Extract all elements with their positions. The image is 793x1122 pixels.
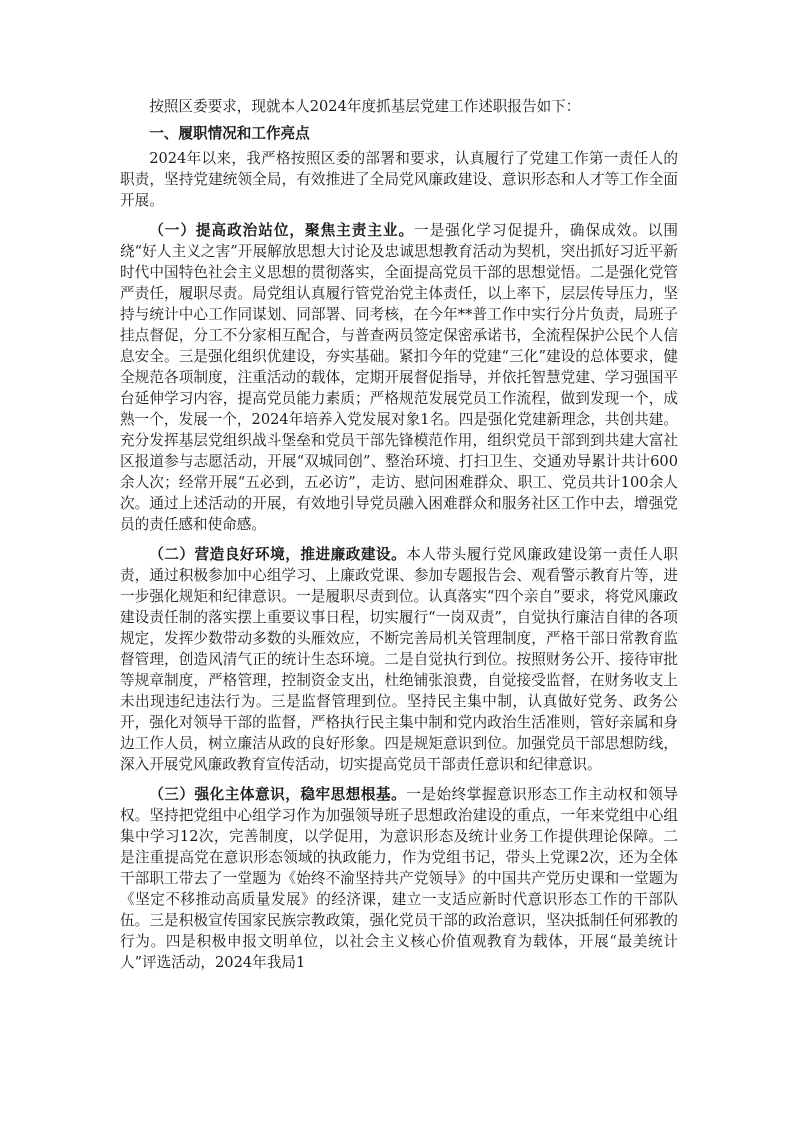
section-1-paragraph xyxy=(120,220,678,535)
document-body xyxy=(120,96,678,973)
section-3-paragraph xyxy=(120,784,678,973)
section-1-body: 一是强化学习促提升，确保成效。以围绕“好人主义之害”开展解放思想大讨论及忠诚思想教育活动为契机，突出抓好习近平新时代中国特色社会主义思想的贯彻落实，全面提高党员干部的思想觉悟。二是强化党管严责任，履职尽责。局党组认真履行管党治党主体责任，以上率下，层层传导压力，坚持与统计中心工作同谋划、同部署、同考核，在今年**普工作中实行分片负责，局班子挂点督促，分工不分家相互配合，与普查两员签定保密承诺书，全流程保护公民个人信息安全。三是强化组织优建设，夯实基础。紧扣今年的党建“三化”建设的总体要求，健全规范各项制度，注重活动的载体，定期开展督促指导，并依托智慧党建、学习强国平台延伸学习内容，提高党员能力素质；严格规范发展党员工作流程，做到发现一个，成熟一个，发展一个，2024年培养入党发展对象1名。四是强化党建新理念，共创共建。充分发挥基层党组织战斗堡垒和党员干部先锋模范作用，组织党员干部到到共建大富社区报道参与志愿活动，开展“双城同创”、整治环境、打扫卫生、交通劝导累计共计600余人次；经常开展“五必到，五必访”，走访、慰问困难群众、职工、党员共计100余人次。通过上述活动的开展，有效地引导党员融入困难群众和服务社区工作中去，增强党员的责任感和使命感。 xyxy=(120,222,678,533)
section-heading: 一、履职情况和工作亮点 xyxy=(149,125,310,142)
section-1-lead: （一）提高政治站位，聚焦主责主业。 xyxy=(149,222,415,239)
section-3-lead: （三）强化主体意识，稳牢思想根基。 xyxy=(149,786,407,803)
section-2-lead: （二）营造良好环境，推进廉政建设。 xyxy=(149,546,407,563)
overview-paragraph: 2024年以来，我严格按照区委的部署和要求，认真履行了党建工作第一责任人的职责，坚持党建统领全局，有效推进了全局党风廉政建设、意识形态和人才等工作全面开展。 xyxy=(120,150,678,209)
section-3-body: 一是始终掌握意识形态工作主动权和领导权。坚持把党组中心组学习作为加强领导班子思想政治建设的重点，一年来党组中心组集中学习12次，完善制度，以学促用，为意识形态及统计业务工作提供理论保障。二是注重提高党在意识形态领域的执政能力，作为党组书记，带头上党课2次，还为全体干部职工带去了一堂题为《始终不渝坚持共产党领导》的中国共产党历史课和一堂题为《坚定不移推动高质量发展》的经济课，建立一支适应新时代意识形态工作的干部队伍。三是积极宣传国家民族宗教政策，强化党员干部的政治意识，坚决抵制任何邪教的行为。四是积极申报文明单位，以社会主义核心价值观教育为载体，开展“最美统计人”评选活动，2024年我局1 xyxy=(120,786,678,971)
section-2-paragraph xyxy=(120,544,678,775)
intro-paragraph: 按照区委要求，现就本人2024年度抓基层党建工作述职报告如下： xyxy=(149,98,581,115)
section-2-body: 本人带头履行党风廉政建设第一责任人职责，通过积极参加中心组学习、上廉政党课、参加专题报告会、观看警示教育片等，进一步强化规矩和纪律意识。一是履职尽责到位。认真落实“四个亲自”要求，将党风廉政建设责任制的落实摆上重要议事日程，切实履行“一岗双责”，自觉执行廉洁自律的各项规定，发挥少数带动多数的头雁效应，不断完善局机关管理制度，严格干部日常教育监督管理，创造风清气正的统计生态环境。二是自觉执行到位。按照财务公开、接待审批等规章制度，严格管理，控制资金支出，杜绝铺张浪费，自觉接受监督，在财务收支上未出现违纪违法行为。三是监督管理到位。坚持民主集中制，认真做好党务、政务公开，强化对领导干部的监督，严格执行民主集中制和党内政治生活准则，管好亲属和身边工作人员，树立廉洁从政的良好形象。四是规矩意识到位。加强党员干部思想防线，深入开展党风廉政教育宣传活动，切实提高党员干部责任意识和纪律意识。 xyxy=(120,546,678,773)
